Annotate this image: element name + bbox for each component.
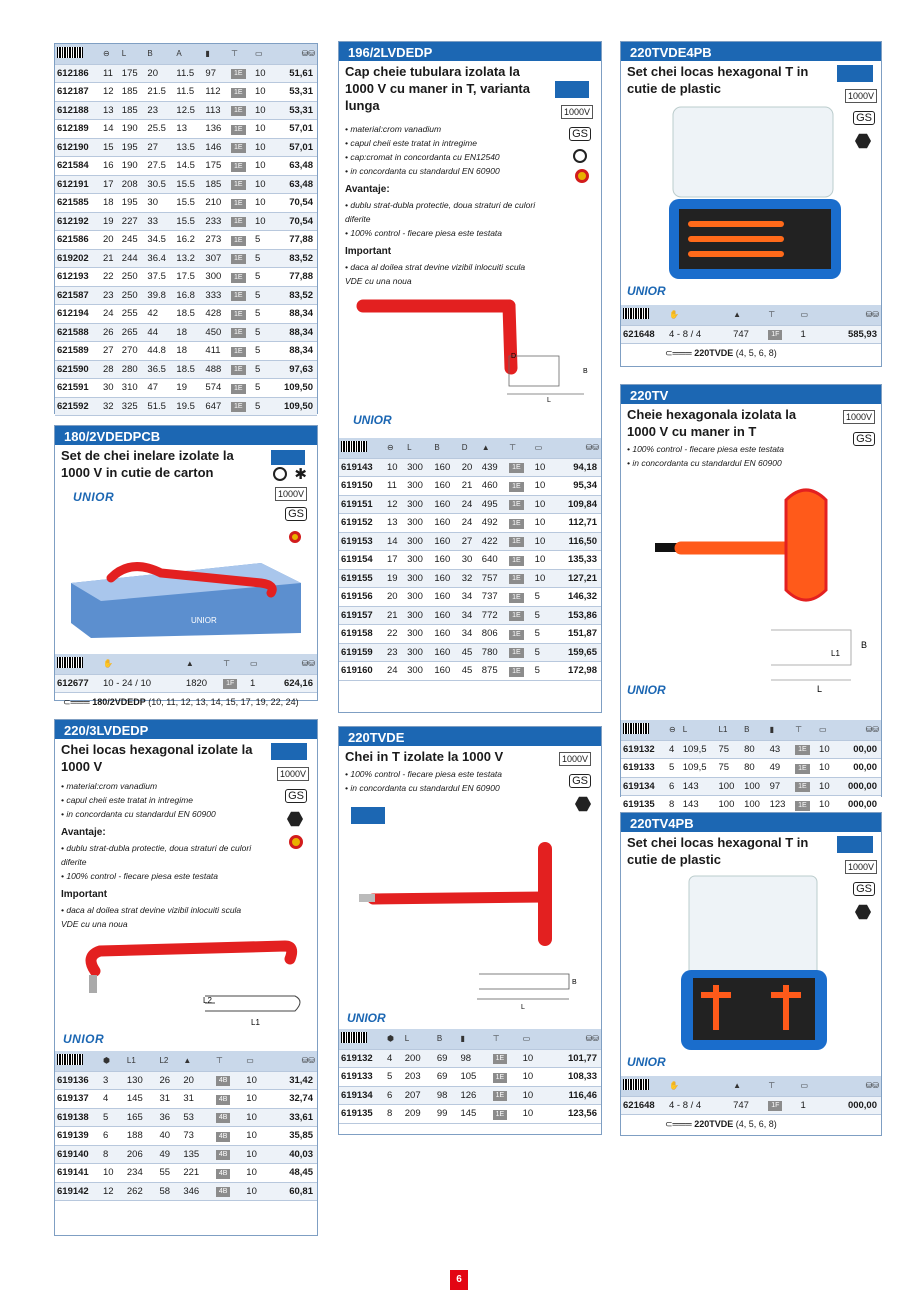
table-row: 619143 10 300 160 20 439 1E 10 94,18 <box>339 458 601 477</box>
table-row: 619137 4 145 31 31 4B 10 32,74 <box>55 1090 317 1109</box>
table-612 <box>55 44 317 416</box>
unior-logo: UNIOR <box>353 413 392 427</box>
coins-icon: ⛁⛁ <box>819 1076 881 1096</box>
panel-220-3-title: Chei locas hexagonal izolate la 1000 V <box>61 742 253 774</box>
color-swatch <box>271 743 307 760</box>
table-row: 619154 17 300 160 30 640 1E 10 135,33 <box>339 551 601 570</box>
barcode-icon <box>623 723 649 734</box>
ruler-icon: ▭ <box>534 443 543 453</box>
unior-logo: UNIOR <box>63 1032 105 1046</box>
column-header: D <box>460 438 480 458</box>
table-row: 621589 27 270 44.8 18 411 1E 5 88,34 <box>55 342 317 361</box>
dim-l1: L1 <box>831 649 840 658</box>
weight-icon: ▲ <box>184 654 221 674</box>
box-icon: ▮ <box>460 1034 465 1044</box>
size-icon: ⊖ <box>669 725 676 735</box>
ruler-icon: ▭ <box>248 654 265 674</box>
column-header: L <box>405 438 432 458</box>
gs-icon: GS <box>569 774 591 788</box>
panel-196-title: Cap cheie tubulara izolata la 1000 V cu maner in T, varianta lunga <box>345 64 530 113</box>
dim-b: B <box>572 979 577 986</box>
gs-icon: GS <box>853 111 875 125</box>
table-row: 619133 5 203 69 105 1E 10 108,33 <box>339 1068 601 1087</box>
panel-220tvde-code: 220TVDE <box>339 727 601 746</box>
ruler-icon: ▭ <box>819 725 827 735</box>
bullet: • material:crom vanadium <box>345 122 601 136</box>
hex-small-icon: ⬢ <box>103 1056 110 1066</box>
panel-220-3 <box>54 719 318 1236</box>
pack-icon: ⊤ <box>766 305 798 325</box>
column-header: L <box>681 720 717 740</box>
pack-icon: ⊤ <box>766 1076 798 1096</box>
table-220tvde4pb <box>621 305 881 344</box>
barcode-icon <box>57 657 83 668</box>
panel-220tvde-title: Chei in T izolate la 1000 V <box>345 749 504 764</box>
panel-220tvde4pb-title: Set chei locas hexagonal T in cutie de plastic <box>627 64 809 96</box>
socket-icon <box>573 149 587 163</box>
table-row: 619150 11 300 160 21 460 1E 10 95,34 <box>339 477 601 496</box>
bullet: • material:crom vanadium <box>61 779 317 793</box>
dim-l: L <box>817 684 823 694</box>
table-row: 619155 19 300 160 32 757 1E 10 127,21 <box>339 569 601 588</box>
product-image-t-key <box>339 829 601 1029</box>
pack-icon: ⊤ <box>215 1056 223 1066</box>
table-612-box <box>54 43 318 414</box>
hex-small-icon: ⬢ <box>387 1034 394 1044</box>
column-header: B <box>742 720 768 740</box>
dim-l1: L1 <box>251 1018 260 1027</box>
table-row: 612186 11 175 20 11.5 97 1E 10 51,61 <box>55 64 317 83</box>
panel-220tv-code: 220TV <box>621 385 881 404</box>
color-swatch <box>837 65 873 82</box>
table-row: 619157 21 300 160 34 772 1E 5 153,86 <box>339 606 601 625</box>
panel-180 <box>54 425 318 707</box>
arrow-icon: ⊂═══ <box>63 697 90 707</box>
unior-logo: UNIOR <box>627 284 666 298</box>
target-icon <box>575 169 589 183</box>
bullet: • capul cheii este tratat in intregime <box>345 136 601 150</box>
box-icon: ▮ <box>769 725 775 735</box>
coins-icon: ⛁⛁ <box>585 443 599 453</box>
panel-196-code: 196/2LVDEDP <box>339 42 601 61</box>
dim-l: L <box>547 397 551 404</box>
pack-icon: ⊤ <box>492 1034 500 1044</box>
table-row: 621590 28 280 36.5 18.5 488 1E 5 97,63 <box>55 360 317 379</box>
pack-icon: ⊤ <box>221 654 248 674</box>
bullet: • 100% control - fiecare piesa este testata <box>627 442 881 456</box>
bullet: • cap:cromat in concordanta cu EN12540 <box>345 150 601 164</box>
gs-icon: GS <box>285 789 307 803</box>
column-header: L1 <box>125 1051 158 1071</box>
table-row: 612190 15 195 27 13.5 146 1E 10 57,01 <box>55 138 317 157</box>
advantages-heading: Avantaje: <box>345 184 390 195</box>
hand-icon: ✋ <box>667 305 731 325</box>
bullet: • capul cheii este tratat in intregime <box>61 793 317 807</box>
panel-180-title: Set de chei inelare izolate la 1000 V in cutie de carton <box>61 448 234 480</box>
set-contents-note: ⊂═══ 220TVDE (4, 5, 6, 8) <box>665 348 777 358</box>
table-row: 619140 8 206 49 135 4B 10 40,03 <box>55 1145 317 1164</box>
unior-logo: UNIOR <box>73 490 115 504</box>
ruler-icon: ▭ <box>798 305 818 325</box>
unior-logo: UNIOR <box>627 1055 666 1069</box>
dim-b: B <box>583 368 588 375</box>
color-swatch <box>555 81 589 98</box>
barcode-icon <box>623 1079 649 1090</box>
arrow-icon: ⊂═══ <box>665 1119 692 1129</box>
table-row: 619136 3 130 26 20 4B 10 31,42 <box>55 1071 317 1090</box>
table-row: 621648 4 - 8 / 4 747 1F 1 000,00 <box>621 1096 881 1115</box>
pack-icon: ⊤ <box>795 725 803 735</box>
bullet: • 100% control - fiecare piesa este testata <box>345 226 539 240</box>
gs-icon: GS <box>569 127 591 141</box>
product-image-t-socket <box>339 288 601 438</box>
table-196 <box>339 438 601 681</box>
set-contents-note: ⊂═══ 180/2VDEDP (10, 11, 12, 13, 14, 15, 17, 19, 22, 24) <box>63 697 299 707</box>
panel-220tvde4pb-code: 220TVDE4PB <box>621 42 881 61</box>
weight-icon: ▲ <box>183 1056 192 1066</box>
table-row: 619151 12 300 160 24 495 1E 10 109,84 <box>339 495 601 514</box>
table-row: 612191 17 208 30.5 15.5 185 1E 10 63,48 <box>55 175 317 194</box>
color-swatch <box>837 836 873 853</box>
arrow-icon: ⊂═══ <box>665 348 692 358</box>
coins-icon: ⛁⛁ <box>865 725 879 735</box>
table-row: 619135 8 143 100 100 123 1E 10 000,00 <box>621 796 881 815</box>
table-row: 621585 18 195 30 15.5 210 1E 10 70,54 <box>55 194 317 213</box>
table-row: 612189 14 190 25.5 13 136 1E 10 57,01 <box>55 120 317 139</box>
table-row: 621591 30 310 47 19 574 1E 5 109,50 <box>55 379 317 398</box>
bullet: • in concordanta cu standardul EN 60900 <box>345 781 601 795</box>
size-icon: ⊖ <box>103 49 110 59</box>
table-row: 619202 21 244 36.4 13.2 307 1E 5 83,52 <box>55 249 317 268</box>
table-row: 612194 24 255 42 18.5 428 1E 5 88,34 <box>55 305 317 324</box>
barcode-icon <box>341 1032 367 1043</box>
barcode-icon <box>57 1054 83 1065</box>
table-row: 619139 6 188 40 73 4B 10 35,85 <box>55 1127 317 1146</box>
barcode-icon <box>341 441 367 452</box>
table-row: 612187 12 185 21.5 11.5 112 1E 10 53,31 <box>55 83 317 102</box>
table-row: 621588 26 265 44 18 450 1E 5 88,34 <box>55 323 317 342</box>
table-row: 619141 10 234 55 221 4B 10 48,45 <box>55 1164 317 1183</box>
panel-220tv4pb-title: Set chei locas hexagonal T in cutie de plastic <box>627 835 809 867</box>
bullet: • in concordanta cu standardul EN 60900 <box>627 456 881 470</box>
table-row: 612192 19 227 33 15.5 233 1E 10 70,54 <box>55 212 317 231</box>
panel-220tvde <box>338 726 602 1135</box>
table-row: 619135 8 209 99 145 1E 10 123,56 <box>339 1105 601 1124</box>
barcode-icon <box>57 47 83 58</box>
table-row: 619156 20 300 160 34 737 1E 5 146,32 <box>339 588 601 607</box>
gs-icon: GS <box>853 432 875 446</box>
vde-1000v-badge: 1000V <box>845 860 877 874</box>
pack-icon: ⊤ <box>231 49 238 59</box>
column-header: B <box>432 438 459 458</box>
panel-196 <box>338 41 602 713</box>
table-row: 621592 32 325 51.5 19.5 647 1E 5 109,50 <box>55 397 317 416</box>
dim-d: D <box>511 353 517 360</box>
dim-l2: L2 <box>203 996 212 1005</box>
panel-220-3-code: 220/3LVDEDP <box>55 720 317 739</box>
table-row: 619134 6 143 100 100 97 1E 10 000,00 <box>621 777 881 796</box>
coins-icon: ⛁⛁ <box>301 49 315 59</box>
page-number: 6 <box>450 1270 468 1290</box>
set-contents-note: ⊂═══ 220TVDE (4, 5, 6, 8) <box>665 1119 777 1129</box>
vde-1000v-badge: 1000V <box>561 105 593 119</box>
ruler-icon: ▭ <box>254 49 263 59</box>
ruler-icon: ▭ <box>522 1034 531 1044</box>
table-row: 619132 4 200 69 98 1E 10 101,77 <box>339 1049 601 1068</box>
bullet: • in concordanta cu standardul EN 60900 <box>61 807 317 821</box>
gs-icon: GS <box>285 507 307 521</box>
table-220tv <box>621 720 881 815</box>
table-220-3 <box>55 1051 317 1201</box>
important-heading: Important <box>61 889 108 900</box>
coins-icon: ⛁⛁ <box>265 654 317 674</box>
vde-1000v-badge: 1000V <box>559 752 591 766</box>
pack-icon: ⊤ <box>509 443 517 453</box>
table-row: 621586 20 245 34.5 16.2 273 1E 5 77,88 <box>55 231 317 250</box>
product-image-l-key <box>55 931 317 1051</box>
panel-220tv-title: Cheie hexagonala izolata la 1000 V cu maner in T <box>627 407 797 439</box>
bullet: • in concordanta cu standardul EN 60900 <box>345 164 601 178</box>
advantages-heading: Avantaje: <box>61 827 106 838</box>
star-icon: ✱ <box>294 466 307 483</box>
vde-1000v-badge: 1000V <box>845 89 877 103</box>
bullet: • dublu strat-dubla protectie, doua straturi de culori diferite <box>345 198 539 226</box>
column-header: B <box>435 1029 459 1049</box>
table-row: 619160 24 300 160 45 875 1E 5 172,98 <box>339 662 601 681</box>
target-icon <box>289 531 301 543</box>
product-image-plastic-case-2 <box>621 870 881 1072</box>
table-180 <box>55 654 317 693</box>
table-row: 619153 14 300 160 27 422 1E 10 116,50 <box>339 532 601 551</box>
vde-1000v-badge: 1000V <box>275 487 307 501</box>
table-row: 621584 16 190 27.5 14.5 175 1E 10 63,48 <box>55 157 317 176</box>
ring-icon <box>273 467 287 481</box>
unior-logo: UNIOR <box>627 683 666 697</box>
hex-icon <box>575 796 591 812</box>
column-header: L <box>120 44 146 64</box>
svg-text:UNIOR: UNIOR <box>191 616 217 625</box>
hand-icon: ✋ <box>101 654 178 674</box>
table-220tvde <box>339 1029 601 1124</box>
barcode-icon <box>623 308 649 319</box>
vde-1000v-badge: 1000V <box>843 410 875 424</box>
important-heading: Important <box>345 246 392 257</box>
table-220tv4pb <box>621 1076 881 1115</box>
ruler-icon: ▭ <box>246 1056 254 1066</box>
column-header: B <box>145 44 174 64</box>
coins-icon: ⛁⛁ <box>819 305 881 325</box>
panel-220tv <box>620 384 882 811</box>
product-image-t-hex <box>621 470 881 720</box>
panel-220tv4pb <box>620 812 882 1136</box>
table-row: 612677 10 - 24 / 10 1820 1F 1 624,16 <box>55 674 317 693</box>
table-row: 619159 23 300 160 45 780 1E 5 159,65 <box>339 643 601 662</box>
panel-180-code: 180/2VDEDPCB <box>55 426 317 445</box>
product-image-180-box <box>61 553 309 641</box>
table-row: 619133 5 109,5 75 80 49 1E 10 00,00 <box>621 759 881 778</box>
unior-logo: UNIOR <box>347 1011 386 1025</box>
table-row: 621587 23 250 39.8 16.8 333 1E 5 83,52 <box>55 286 317 305</box>
hand-icon: ✋ <box>667 1076 731 1096</box>
gs-icon: GS <box>853 882 875 896</box>
vde-1000v-badge: 1000V <box>277 767 309 781</box>
column-header: L1 <box>717 720 743 740</box>
box-icon: ▮ <box>205 49 210 59</box>
weight-icon: ▲ <box>731 305 766 325</box>
color-swatch <box>271 450 305 465</box>
target-icon <box>289 835 303 849</box>
coins-icon: ⛁⛁ <box>585 1034 599 1044</box>
weight-icon: ▲ <box>731 1076 766 1096</box>
bullet: • daca al doilea strat devine vizibil inlocuiti scula VDE cu una noua <box>61 903 255 931</box>
column-header: A <box>174 44 203 64</box>
coins-icon: ⛁⛁ <box>301 1056 315 1066</box>
table-row: 621648 4 - 8 / 4 747 1F 1 585,93 <box>621 325 881 344</box>
ruler-icon: ▭ <box>798 1076 818 1096</box>
column-header: L <box>403 1029 435 1049</box>
table-row: 619132 4 109,5 75 80 43 1E 10 00,00 <box>621 740 881 759</box>
size-icon: ⊖ <box>387 443 394 453</box>
table-row: 612193 22 250 37.5 17.5 300 1E 5 77,88 <box>55 268 317 287</box>
column-header: L2 <box>157 1051 181 1071</box>
table-row: 619134 6 207 98 126 1E 10 116,46 <box>339 1086 601 1105</box>
bullet: • daca al doilea strat devine vizibil inlocuiti scula VDE cu una noua <box>345 260 539 288</box>
table-row: 619138 5 165 36 53 4B 10 33,61 <box>55 1108 317 1127</box>
panel-220tvde4pb <box>620 41 882 367</box>
dim-l: L <box>521 1004 525 1011</box>
color-swatch <box>351 807 385 824</box>
bullet: • 100% control - fiecare piesa este testata <box>345 767 601 781</box>
bullet: • 100% control - fiecare piesa este testata <box>61 869 255 883</box>
product-image-plastic-case <box>621 99 881 301</box>
table-row: 619152 13 300 160 24 492 1E 10 112,71 <box>339 514 601 533</box>
dim-b: B <box>861 640 868 650</box>
table-row: 612188 13 185 23 12.5 113 1E 10 53,31 <box>55 101 317 120</box>
table-row: 619158 22 300 160 34 806 1E 5 151,87 <box>339 625 601 644</box>
bullet: • dublu strat-dubla protectie, doua straturi de culori diferite <box>61 841 255 869</box>
table-row: 619142 12 262 58 346 4B 10 60,81 <box>55 1182 317 1201</box>
panel-220tv4pb-code: 220TV4PB <box>621 813 881 832</box>
weight-icon: ▲ <box>481 443 490 453</box>
